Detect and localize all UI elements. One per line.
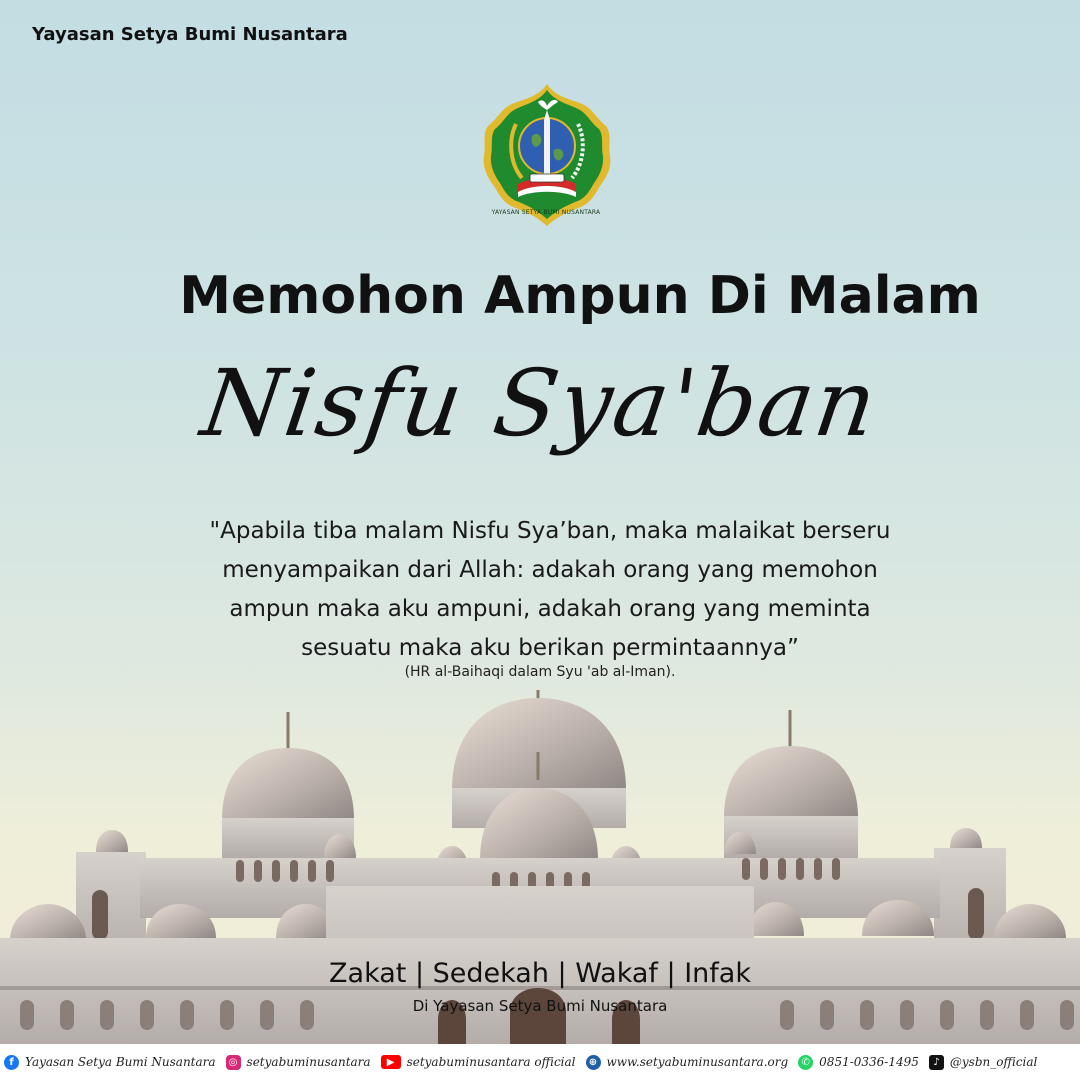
globe-icon: ⊕ <box>586 1055 601 1070</box>
footer-tiktok-text: @ysbn_official <box>949 1055 1038 1069</box>
contact-footer <box>0 1044 1080 1080</box>
headline: Memohon Ampun Di Malam <box>179 266 981 326</box>
quote-line: ampun maka aku ampuni, adakah orang yang meminta <box>229 596 871 622</box>
quote-line: menyampaikan dari Allah: adakah orang yang memohon <box>222 557 878 583</box>
footer-whatsapp[interactable] <box>798 1055 919 1070</box>
footer-whatsapp-text: 0851-0336-1495 <box>819 1055 919 1069</box>
footer-instagram-text: setyabuminusantara <box>246 1055 371 1069</box>
instagram-icon: ◎ <box>226 1055 241 1070</box>
footer-website-text: www.setyabuminusantara.org <box>606 1055 789 1069</box>
footer-facebook[interactable] <box>4 1055 216 1070</box>
footer-tiktok[interactable] <box>929 1055 1037 1070</box>
footer-youtube[interactable] <box>381 1055 576 1069</box>
programs-subtitle: Di Yayasan Setya Bumi Nusantara <box>412 997 668 1015</box>
footer-youtube-text: setyabuminusantara official <box>406 1055 576 1069</box>
footer-instagram[interactable] <box>226 1055 371 1070</box>
quote-line: "Apabila tiba malam Nisfu Sya’ban, maka malaikat berseru <box>209 518 891 544</box>
youtube-icon: ▶ <box>381 1055 401 1069</box>
footer-facebook-text: Yayasan Setya Bumi Nusantara <box>25 1055 216 1069</box>
script-title: Nisfu Sya'ban <box>195 350 885 457</box>
hadith-source: (HR al-Baihaqi dalam Syu 'ab al-Iman). <box>404 664 676 680</box>
footer-website[interactable] <box>586 1055 789 1070</box>
whatsapp-icon: ✆ <box>798 1055 813 1070</box>
tiktok-icon: ♪ <box>929 1055 944 1070</box>
foundation-logo <box>478 80 616 230</box>
logo-caption: YAYASAN SETYA BUMI NUSANTARA <box>491 209 601 216</box>
mosque-illustration <box>0 690 1080 1045</box>
quote-line: sesuatu maka aku berikan permintaannya” <box>301 635 799 661</box>
facebook-icon: f <box>4 1055 19 1070</box>
hadith-quote <box>140 512 960 668</box>
programs-title: Zakat | Sedekah | Wakaf | Infak <box>329 958 751 989</box>
organization-name: Yayasan Setya Bumi Nusantara <box>32 24 348 45</box>
